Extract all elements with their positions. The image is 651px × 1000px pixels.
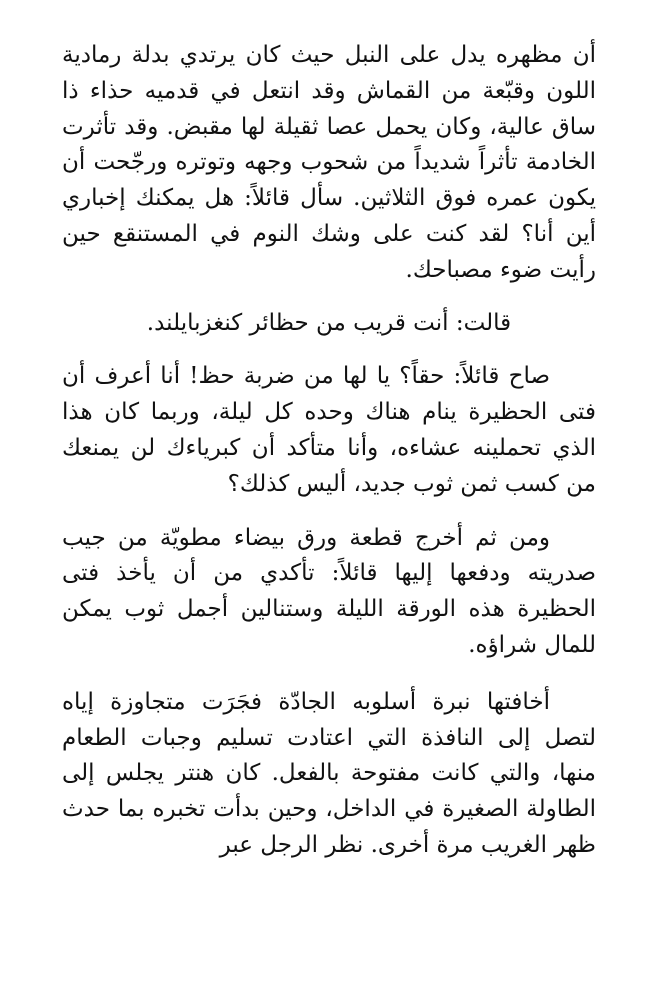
paragraph-maid-reply: قالت: أنت قريب من حظائر كنغزبايلند.: [146, 309, 512, 336]
paragraph-folded-paper: ومن ثم أخرج قطعة ورق بيضاء مطويّة من جيب صدريته ودفعها إليها قائلاً: تأكدي من أن يأخذ فتى الحظيرة هذه الورقة الليلة وستنالين أجمل ثوب يمكن للمال شراؤه.: [62, 524, 596, 658]
paragraph-stranger-exclamation: صاح قائلاً: حقاً؟ يا لها من ضربة حظ! أنا أعرف أن فتى الحظيرة ينام هناك وحده كل ليلة، وربما كان هذا الذي تحملينه عشاءه، وأنا متأكد أن كبرياءك لن يمنعك من كسب ثمن ثوب جديد، أليس كذلك؟: [62, 363, 596, 497]
paragraph-maid-runs: أخافتها نبرة أسلوبه الجادّة فجَرَت متجاوزة إياه لتصل إلى النافذة التي اعتادت تسليم وجبات الطعام منها، والتي كانت مفتوحة بالفعل. كان هنتر يجلس إلى الطاولة الصغيرة في الداخل، وحين بدأت تخبره بما حدث ظهر الغريب مرة أخرى. نظر الرجل عبر: [62, 688, 596, 858]
book-page: [62, 38, 596, 864]
paragraph-stranger-description: أن مظهره يدل على النبل حيث كان يرتدي بدلة رمادية اللون وقبّعة من القماش وقد انتعل في قدميه حذاء ذا ساق عالية، وكان يحمل عصا ثقيلة لها مقبض. وقد تأثرت الخادمة تأثراً شديداً من شحوب وجهه وتوتره ورجّحت أن يكون عمره فوق الثلاثين. سأل قائلاً: هل يمكنك إخباري أين أنا؟ لقد كنت على وشك النوم في المستنقع حين رأيت ضوء مصباحك.: [62, 42, 596, 283]
